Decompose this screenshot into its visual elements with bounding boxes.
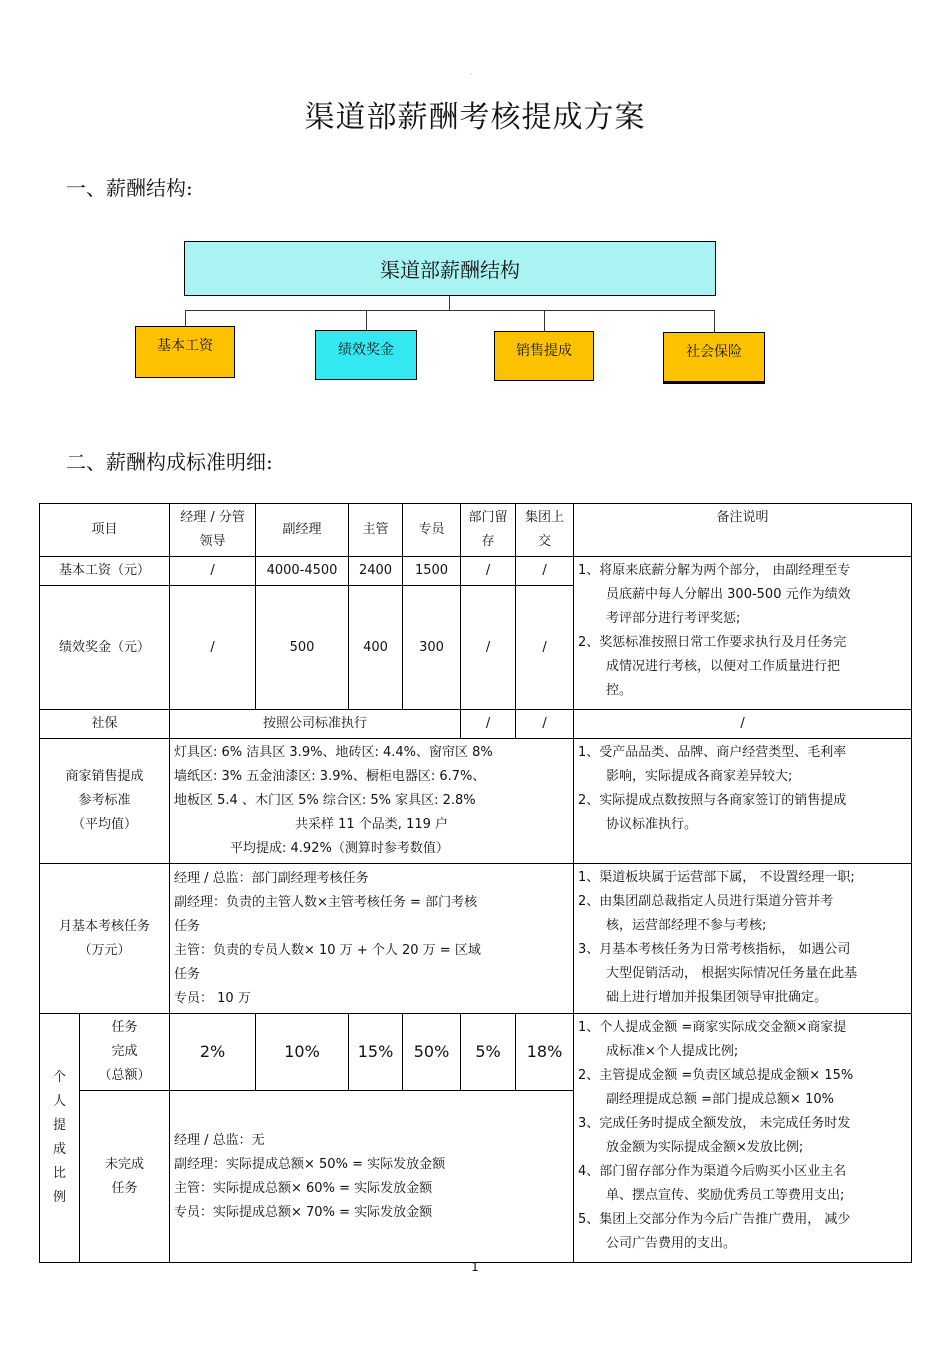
content-line: 副经理：实际提成总额× 50% = 实际发放金额 <box>174 1156 446 1172</box>
header-item: 项目 <box>40 504 170 557</box>
note-line: 控。 <box>606 683 633 698</box>
content-line: 任务 <box>174 918 201 934</box>
rate-cell: 18% <box>516 1014 574 1091</box>
label-line: 完成 <box>111 1044 138 1059</box>
cell: / <box>461 586 516 710</box>
cell: / <box>516 586 574 710</box>
content-line: 任务 <box>174 966 201 982</box>
note-line: 影响，实际提成各商家差异较大; <box>606 769 793 784</box>
content-line: 副经理：负责的主管人数×主管考核任务 = 部门考核 <box>174 894 478 910</box>
table-row-base-salary <box>40 557 912 586</box>
org-connector <box>714 310 715 332</box>
rate-cell: 50% <box>403 1014 461 1091</box>
note-line: 1、渠道板块属于运营部下属， 不设置经理一职; <box>578 870 855 885</box>
content-line: 平均提成: 4.92%（测算时参考数值） <box>230 841 449 856</box>
note-line: 成情况进行考核，以便对工作质量进行把 <box>606 659 841 674</box>
org-connector <box>544 310 545 331</box>
label-char: 比 <box>52 1166 66 1181</box>
salary-detail-table <box>39 503 912 1263</box>
cell: 2400 <box>349 557 403 586</box>
table-row-social <box>40 710 912 739</box>
header-group-pay: 集团上交 <box>516 504 574 557</box>
org-box-social-insurance: 社会保险 <box>663 332 765 384</box>
label-char: 成 <box>52 1142 66 1157</box>
page-number: 1 <box>471 1260 479 1274</box>
note-line: 副经理提成总额 =部门提成总额× 10% <box>606 1092 834 1107</box>
note-line: 3、月基本考核任务为日常考核指标， 如遇公司 <box>578 942 851 957</box>
note-line: 2、实际提成点数按照与各商家签订的销售提成 <box>578 793 847 808</box>
rate-cell: 15% <box>349 1014 403 1091</box>
note-line: 础上进行增加并报集团领导审批确定。 <box>606 990 828 1005</box>
cell: / <box>516 710 574 739</box>
label-line: 未完成 <box>105 1156 145 1172</box>
note-line: 1、受产品品类、品牌、商户经营类型、毛利率 <box>578 745 847 760</box>
table-header-row <box>40 504 912 557</box>
content-line: 墙纸区: 3% 五金油漆区: 3.9%、橱柜电器区: 6.7%、 <box>174 769 486 784</box>
row-label: 基本工资（元） <box>40 557 170 586</box>
note-line: 协议标准执行。 <box>606 817 698 832</box>
org-connector <box>185 310 714 311</box>
personal-label <box>40 1014 80 1263</box>
org-connector <box>366 310 367 330</box>
rate-cell: 5% <box>461 1014 516 1091</box>
org-box-base-salary: 基本工资 <box>135 326 235 378</box>
cell: 按照公司标准执行 <box>170 710 461 739</box>
note-line: 成标准×个人提成比例; <box>606 1044 739 1059</box>
section-heading-structure: 一、薪酬结构: <box>66 176 193 200</box>
header-specialist: 专员 <box>403 504 461 557</box>
label-line: 商家销售提成 <box>65 769 144 784</box>
org-root-box: 渠道部薪酬结构 <box>184 241 716 296</box>
monthly-content-cell <box>170 864 574 1014</box>
note-line: 放金额为实际提成金额×发放比例; <box>606 1140 804 1155</box>
content-line: 共采样 11 个品类, 119 户 <box>295 817 449 832</box>
rate-cell: 10% <box>256 1014 349 1091</box>
note-line: 员底薪中每人分解出 300-500 元作为绩效 <box>606 587 851 602</box>
table-row-personal-complete <box>40 1014 912 1091</box>
label-line: 任务 <box>111 1180 138 1196</box>
content-line: 地板区 5.4 、木门区 5% 综合区: 5% 家具区: 2.8% <box>174 793 476 808</box>
label-char: 人 <box>52 1094 66 1109</box>
row-label <box>40 739 170 864</box>
org-connector <box>185 310 186 326</box>
row-label: 社保 <box>40 710 170 739</box>
content-line: 灯具区: 6% 洁具区 3.9%、地砖区: 4.4%、窗帘区 8% <box>174 745 493 760</box>
label-char: 例 <box>52 1190 66 1205</box>
label-line: 参考标准 <box>78 793 131 808</box>
note-line: 核，运营部经理不参与考核; <box>606 918 767 933</box>
note-line: 3、完成任务时提成全额发放， 未完成任务时发 <box>578 1116 851 1131</box>
rate-cell: 2% <box>170 1014 256 1091</box>
label-line: （总额） <box>98 1068 151 1083</box>
cell: 500 <box>256 586 349 710</box>
header-manager: 经理 / 分管领导 <box>170 504 256 557</box>
cell: 300 <box>403 586 461 710</box>
salary-notes-cell <box>574 557 912 710</box>
cell: / <box>574 710 912 739</box>
content-line: 主管：负责的专员人数× 10 万 + 个人 20 万 = 区域 <box>174 942 481 958</box>
header-supervisor: 主管 <box>349 504 403 557</box>
note-line: 单、摆点宣传、奖励优秀员工等费用支出; <box>606 1188 845 1203</box>
note-line: 2、奖惩标准按照日常工作要求执行及月任务完 <box>578 635 847 650</box>
content-line: 经理 / 总监：无 <box>174 1132 265 1148</box>
table-row-sales <box>40 739 912 864</box>
cell: 4000-4500 <box>256 557 349 586</box>
section-heading-detail: 二、薪酬构成标准明细: <box>66 450 273 474</box>
cell: / <box>516 557 574 586</box>
cell: 400 <box>349 586 403 710</box>
table-row-monthly <box>40 864 912 1014</box>
org-box-sales-commission: 销售提成 <box>494 331 594 381</box>
sales-content-cell <box>170 739 574 864</box>
note-line: 大型促销活动， 根据实际情况任务量在此基 <box>606 966 858 981</box>
cell: / <box>461 557 516 586</box>
label-line: 任务 <box>111 1020 138 1035</box>
cell: / <box>170 586 256 710</box>
note-line: 考评部分进行考评奖惩; <box>606 611 741 626</box>
label-line: （平均值） <box>72 817 138 832</box>
note-line: 公司广告费用的支出。 <box>606 1236 737 1251</box>
incomplete-label <box>80 1091 170 1263</box>
page-marker: · <box>470 70 473 79</box>
header-deputy: 副经理 <box>256 504 349 557</box>
content-line: 专员：实际提成总额× 70% = 实际发放金额 <box>174 1204 433 1220</box>
complete-label <box>80 1014 170 1091</box>
org-box-bonus: 绩效奖金 <box>315 330 417 380</box>
personal-notes-cell <box>574 1014 912 1263</box>
sales-notes-cell <box>574 739 912 864</box>
page-title: 渠道部薪酬考核提成方案 <box>304 100 646 135</box>
row-label <box>40 864 170 1014</box>
content-line: 专员： 10 万 <box>174 990 251 1006</box>
incomplete-content-cell <box>170 1091 574 1263</box>
note-line: 1、个人提成金额 =商家实际成交金额×商家提 <box>578 1020 847 1035</box>
label-line: 月基本考核任务 <box>59 918 151 934</box>
note-line: 2、由集团副总裁指定人员进行渠道分管并考 <box>578 894 834 909</box>
label-char: 个 <box>52 1070 66 1085</box>
cell: / <box>461 710 516 739</box>
row-label: 绩效奖金（元） <box>40 586 170 710</box>
label-line: （万元） <box>78 942 131 958</box>
header-notes: 备注说明 <box>574 504 912 557</box>
content-line: 经理 / 总监：部门副经理考核任务 <box>174 870 369 886</box>
cell: 1500 <box>403 557 461 586</box>
note-line: 2、主管提成金额 =负责区域总提成金额× 15% <box>578 1068 854 1083</box>
org-connector <box>449 296 450 310</box>
label-char: 提 <box>52 1118 66 1133</box>
monthly-notes-cell <box>574 864 912 1014</box>
cell: / <box>170 557 256 586</box>
note-line: 5、集团上交部分作为今后广告推广费用， 减少 <box>578 1212 851 1227</box>
note-line: 1、将原来底薪分解为两个部分， 由副经理至专 <box>578 563 851 578</box>
note-line: 4、部门留存部分作为渠道今后购买小区业主名 <box>578 1164 847 1179</box>
header-dept-keep: 部门留存 <box>461 504 516 557</box>
content-line: 主管：实际提成总额× 60% = 实际发放金额 <box>174 1180 433 1196</box>
